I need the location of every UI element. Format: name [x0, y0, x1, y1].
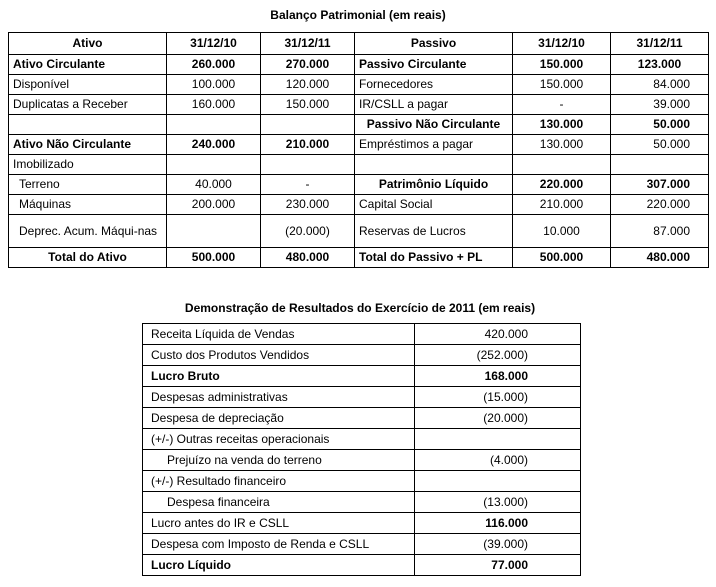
cell-value — [167, 115, 261, 135]
header-ativo-2011: 31/12/11 — [261, 33, 355, 55]
cell-value: 100.000 — [167, 75, 261, 95]
cell-value: 270.000 — [261, 55, 355, 75]
cell-value: (20.000) — [415, 408, 581, 429]
cell-value — [415, 471, 581, 492]
dre-table — [142, 323, 581, 576]
cell-value: 50.000 — [611, 135, 709, 155]
cell-value: (39.000) — [415, 534, 581, 555]
cell-value: 480.000 — [261, 248, 355, 268]
table-row — [9, 115, 709, 135]
cell-label: Disponível — [9, 75, 167, 95]
cell-label: Despesa financeira — [143, 492, 415, 513]
cell-label: Lucro Bruto — [143, 366, 415, 387]
cell-value: 39.000 — [611, 95, 709, 115]
cell-value: 130.000 — [513, 135, 611, 155]
cell-value — [261, 155, 355, 175]
cell-label: IR/CSLL a pagar — [355, 95, 513, 115]
dre-title: Demonstração de Resultados do Exercício de 2011 (em reais) — [184, 301, 536, 315]
cell-value: 200.000 — [167, 195, 261, 215]
cell-value: 210.000 — [261, 135, 355, 155]
cell-value: - — [261, 175, 355, 195]
cell-label: Imobilizado — [9, 155, 167, 175]
table-row — [143, 555, 581, 576]
header-passivo-2011: 31/12/11 — [611, 33, 709, 55]
cell-label: Ativo Circulante — [9, 55, 167, 75]
header-passivo-2010: 31/12/10 — [513, 33, 611, 55]
cell-label: Prejuízo na venda do terreno — [143, 450, 415, 471]
cell-value: 500.000 — [167, 248, 261, 268]
cell-label: Passivo Não Circulante — [355, 115, 513, 135]
cell-value: 220.000 — [611, 195, 709, 215]
cell-label: Patrimônio Líquido — [355, 175, 513, 195]
cell-label: Fornecedores — [355, 75, 513, 95]
cell-value — [261, 115, 355, 135]
cell-label: Reservas de Lucros — [355, 215, 513, 248]
cell-value: 84.000 — [611, 75, 709, 95]
cell-label: Empréstimos a pagar — [355, 135, 513, 155]
cell-label: Deprec. Acum. Máqui-nas — [9, 215, 167, 248]
cell-label: Ativo Não Circulante — [9, 135, 167, 155]
cell-value: 240.000 — [167, 135, 261, 155]
cell-label: Lucro antes do IR e CSLL — [143, 513, 415, 534]
cell-value: (4.000) — [415, 450, 581, 471]
cell-label: Máquinas — [9, 195, 167, 215]
table-row — [143, 471, 581, 492]
cell-value: (252.000) — [415, 345, 581, 366]
cell-value: 40.000 — [167, 175, 261, 195]
cell-value: 77.000 — [415, 555, 581, 576]
table-row — [143, 408, 581, 429]
table-row — [9, 75, 709, 95]
cell-value: 480.000 — [611, 248, 709, 268]
cell-value — [611, 155, 709, 175]
table-row — [9, 175, 709, 195]
cell-value: 116.000 — [415, 513, 581, 534]
table-row — [143, 513, 581, 534]
table-row — [143, 492, 581, 513]
cell-value: - — [513, 95, 611, 115]
cell-value: 230.000 — [261, 195, 355, 215]
cell-label — [9, 115, 167, 135]
cell-value — [513, 155, 611, 175]
table-row — [9, 248, 709, 268]
table-row — [143, 387, 581, 408]
cell-value: 50.000 — [611, 115, 709, 135]
cell-label: Total do Ativo — [9, 248, 167, 268]
cell-value: 123.000 — [611, 55, 709, 75]
table-row — [143, 324, 581, 345]
cell-label: Terreno — [9, 175, 167, 195]
cell-value: (15.000) — [415, 387, 581, 408]
cell-label: (+/-) Outras receitas operacionais — [143, 429, 415, 450]
table-row — [9, 95, 709, 115]
cell-label: Lucro Líquido — [143, 555, 415, 576]
cell-value: 150.000 — [261, 95, 355, 115]
cell-value: 220.000 — [513, 175, 611, 195]
cell-value: 150.000 — [513, 75, 611, 95]
cell-value — [167, 215, 261, 248]
cell-label: Despesa de depreciação — [143, 408, 415, 429]
balanco-title: Balanço Patrimonial (em reais) — [270, 8, 446, 22]
cell-value: 150.000 — [513, 55, 611, 75]
cell-label: Total do Passivo + PL — [355, 248, 513, 268]
cell-label: (+/-) Resultado financeiro — [143, 471, 415, 492]
cell-label: Despesas administrativas — [143, 387, 415, 408]
table-row — [9, 155, 709, 175]
cell-label: Receita Líquida de Vendas — [143, 324, 415, 345]
cell-value: 500.000 — [513, 248, 611, 268]
table-row — [9, 195, 709, 215]
header-ativo: Ativo — [9, 33, 167, 55]
table-row — [143, 450, 581, 471]
cell-value: (13.000) — [415, 492, 581, 513]
table-row — [143, 429, 581, 450]
header-ativo-2010: 31/12/10 — [167, 33, 261, 55]
cell-value: 120.000 — [261, 75, 355, 95]
cell-value: 160.000 — [167, 95, 261, 115]
cell-value: 420.000 — [415, 324, 581, 345]
cell-value — [167, 155, 261, 175]
cell-value: 87.000 — [611, 215, 709, 248]
cell-label: Capital Social — [355, 195, 513, 215]
cell-value: (20.000) — [261, 215, 355, 248]
cell-value: 130.000 — [513, 115, 611, 135]
balanco-header-row — [9, 33, 709, 55]
cell-value: 260.000 — [167, 55, 261, 75]
cell-label: Duplicatas a Receber — [9, 95, 167, 115]
cell-value: 307.000 — [611, 175, 709, 195]
cell-value: 210.000 — [513, 195, 611, 215]
table-row — [143, 534, 581, 555]
table-row — [9, 55, 709, 75]
cell-label — [355, 155, 513, 175]
cell-label: Despesa com Imposto de Renda e CSLL — [143, 534, 415, 555]
header-passivo: Passivo — [355, 33, 513, 55]
table-row — [143, 366, 581, 387]
cell-label: Custo dos Produtos Vendidos — [143, 345, 415, 366]
cell-value: 168.000 — [415, 366, 581, 387]
cell-label: Passivo Circulante — [355, 55, 513, 75]
cell-value: 10.000 — [513, 215, 611, 248]
balanco-table — [8, 32, 709, 268]
table-row — [143, 345, 581, 366]
table-row — [9, 215, 709, 248]
cell-value — [415, 429, 581, 450]
table-row — [9, 135, 709, 155]
